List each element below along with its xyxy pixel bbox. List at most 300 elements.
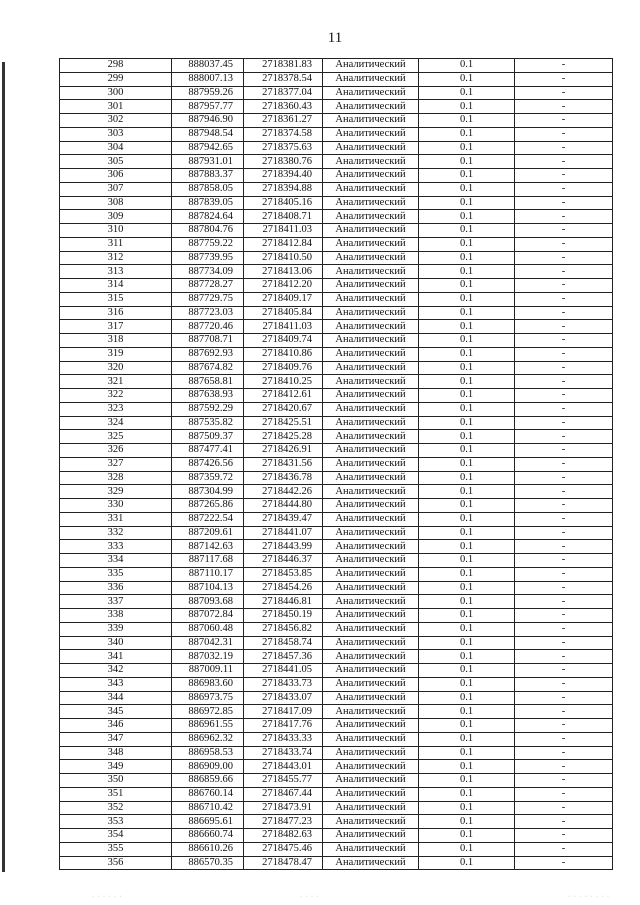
description-cell: -	[515, 650, 613, 664]
point-number-cell: 347	[60, 732, 172, 746]
x-coordinate-cell: 887723.03	[172, 306, 244, 320]
method-cell: Аналитический	[323, 279, 419, 293]
description-cell: -	[515, 471, 613, 485]
table-row	[60, 210, 613, 224]
method-cell: Аналитический	[323, 801, 419, 815]
method-cell: Аналитический	[323, 636, 419, 650]
point-number-cell: 344	[60, 691, 172, 705]
description-cell: -	[515, 292, 613, 306]
x-coordinate-cell: 887839.05	[172, 196, 244, 210]
point-number-cell: 299	[60, 72, 172, 86]
description-cell: -	[515, 169, 613, 183]
y-coordinate-cell: 2718377.04	[244, 86, 323, 100]
y-coordinate-cell: 2718410.50	[244, 251, 323, 265]
method-cell: Аналитический	[323, 829, 419, 843]
y-coordinate-cell: 2718475.46	[244, 842, 323, 856]
method-cell: Аналитический	[323, 251, 419, 265]
table-row	[60, 141, 613, 155]
y-coordinate-cell: 2718405.84	[244, 306, 323, 320]
method-cell: Аналитический	[323, 169, 419, 183]
x-coordinate-cell: 887209.61	[172, 526, 244, 540]
x-coordinate-cell: 887959.26	[172, 86, 244, 100]
method-cell: Аналитический	[323, 595, 419, 609]
table-row	[60, 787, 613, 801]
table-row	[60, 732, 613, 746]
table-row	[60, 86, 613, 100]
accuracy-cell: 0.1	[419, 457, 515, 471]
method-cell: Аналитический	[323, 499, 419, 513]
table-row	[60, 609, 613, 623]
x-coordinate-cell: 886973.75	[172, 691, 244, 705]
point-number-cell: 335	[60, 567, 172, 581]
x-coordinate-cell: 886983.60	[172, 677, 244, 691]
y-coordinate-cell: 2718378.54	[244, 72, 323, 86]
table-row	[60, 746, 613, 760]
point-number-cell: 317	[60, 320, 172, 334]
y-coordinate-cell: 2718410.86	[244, 347, 323, 361]
point-number-cell: 338	[60, 609, 172, 623]
coordinates-table-body	[60, 59, 613, 870]
y-coordinate-cell: 2718420.67	[244, 402, 323, 416]
y-coordinate-cell: 2718409.76	[244, 361, 323, 375]
accuracy-cell: 0.1	[419, 554, 515, 568]
accuracy-cell: 0.1	[419, 375, 515, 389]
method-cell: Аналитический	[323, 746, 419, 760]
description-cell: -	[515, 457, 613, 471]
method-cell: Аналитический	[323, 471, 419, 485]
description-cell: -	[515, 127, 613, 141]
point-number-cell: 332	[60, 526, 172, 540]
accuracy-cell: 0.1	[419, 801, 515, 815]
description-cell: -	[515, 210, 613, 224]
point-number-cell: 348	[60, 746, 172, 760]
table-row	[60, 567, 613, 581]
x-coordinate-cell: 887117.68	[172, 554, 244, 568]
table-row	[60, 127, 613, 141]
x-coordinate-cell: 887674.82	[172, 361, 244, 375]
y-coordinate-cell: 2718411.03	[244, 224, 323, 238]
accuracy-cell: 0.1	[419, 567, 515, 581]
accuracy-cell: 0.1	[419, 842, 515, 856]
description-cell: -	[515, 554, 613, 568]
method-cell: Аналитический	[323, 141, 419, 155]
x-coordinate-cell: 886909.00	[172, 760, 244, 774]
table-row	[60, 306, 613, 320]
y-coordinate-cell: 2718381.83	[244, 59, 323, 73]
description-cell: -	[515, 100, 613, 114]
accuracy-cell: 0.1	[419, 306, 515, 320]
description-cell: -	[515, 842, 613, 856]
method-cell: Аналитический	[323, 677, 419, 691]
point-number-cell: 316	[60, 306, 172, 320]
description-cell: -	[515, 581, 613, 595]
table-row	[60, 169, 613, 183]
method-cell: Аналитический	[323, 609, 419, 623]
table-row	[60, 691, 613, 705]
method-cell: Аналитический	[323, 402, 419, 416]
point-number-cell: 298	[60, 59, 172, 73]
method-cell: Аналитический	[323, 59, 419, 73]
accuracy-cell: 0.1	[419, 361, 515, 375]
x-coordinate-cell: 887708.71	[172, 334, 244, 348]
x-coordinate-cell: 887032.19	[172, 650, 244, 664]
method-cell: Аналитический	[323, 732, 419, 746]
accuracy-cell: 0.1	[419, 127, 515, 141]
point-number-cell: 346	[60, 719, 172, 733]
point-number-cell: 305	[60, 155, 172, 169]
method-cell: Аналитический	[323, 512, 419, 526]
y-coordinate-cell: 2718417.09	[244, 705, 323, 719]
description-cell: -	[515, 815, 613, 829]
table-row	[60, 389, 613, 403]
y-coordinate-cell: 2718441.07	[244, 526, 323, 540]
method-cell: Аналитический	[323, 182, 419, 196]
y-coordinate-cell: 2718431.56	[244, 457, 323, 471]
left-margin-line	[2, 62, 5, 872]
method-cell: Аналитический	[323, 306, 419, 320]
point-number-cell: 306	[60, 169, 172, 183]
x-coordinate-cell: 887304.99	[172, 485, 244, 499]
table-row	[60, 320, 613, 334]
point-number-cell: 353	[60, 815, 172, 829]
table-row	[60, 251, 613, 265]
method-cell: Аналитический	[323, 526, 419, 540]
table-row	[60, 265, 613, 279]
method-cell: Аналитический	[323, 196, 419, 210]
table-row	[60, 829, 613, 843]
accuracy-cell: 0.1	[419, 210, 515, 224]
description-cell: -	[515, 485, 613, 499]
point-number-cell: 318	[60, 334, 172, 348]
point-number-cell: 311	[60, 237, 172, 251]
y-coordinate-cell: 2718425.28	[244, 430, 323, 444]
x-coordinate-cell: 887759.22	[172, 237, 244, 251]
accuracy-cell: 0.1	[419, 59, 515, 73]
accuracy-cell: 0.1	[419, 526, 515, 540]
y-coordinate-cell: 2718361.27	[244, 114, 323, 128]
description-cell: -	[515, 251, 613, 265]
accuracy-cell: 0.1	[419, 595, 515, 609]
description-cell: -	[515, 801, 613, 815]
x-coordinate-cell: 887804.76	[172, 224, 244, 238]
accuracy-cell: 0.1	[419, 265, 515, 279]
point-number-cell: 336	[60, 581, 172, 595]
accuracy-cell: 0.1	[419, 72, 515, 86]
description-cell: -	[515, 609, 613, 623]
x-coordinate-cell: 888007.13	[172, 72, 244, 86]
accuracy-cell: 0.1	[419, 251, 515, 265]
table-row	[60, 292, 613, 306]
x-coordinate-cell: 887093.68	[172, 595, 244, 609]
accuracy-cell: 0.1	[419, 100, 515, 114]
description-cell: -	[515, 72, 613, 86]
coordinates-table	[59, 58, 613, 870]
accuracy-cell: 0.1	[419, 829, 515, 843]
table-row	[60, 719, 613, 733]
table-row	[60, 636, 613, 650]
x-coordinate-cell: 887072.84	[172, 609, 244, 623]
description-cell: -	[515, 182, 613, 196]
point-number-cell: 310	[60, 224, 172, 238]
point-number-cell: 300	[60, 86, 172, 100]
method-cell: Аналитический	[323, 581, 419, 595]
x-coordinate-cell: 886958.53	[172, 746, 244, 760]
table-row	[60, 526, 613, 540]
method-cell: Аналитический	[323, 774, 419, 788]
y-coordinate-cell: 2718374.58	[244, 127, 323, 141]
method-cell: Аналитический	[323, 430, 419, 444]
table-row	[60, 224, 613, 238]
description-cell: -	[515, 430, 613, 444]
table-row	[60, 182, 613, 196]
point-number-cell: 330	[60, 499, 172, 513]
point-number-cell: 345	[60, 705, 172, 719]
accuracy-cell: 0.1	[419, 499, 515, 513]
y-coordinate-cell: 2718446.37	[244, 554, 323, 568]
accuracy-cell: 0.1	[419, 471, 515, 485]
x-coordinate-cell: 886695.61	[172, 815, 244, 829]
point-number-cell: 302	[60, 114, 172, 128]
x-coordinate-cell: 887009.11	[172, 664, 244, 678]
description-cell: -	[515, 526, 613, 540]
description-cell: -	[515, 320, 613, 334]
point-number-cell: 320	[60, 361, 172, 375]
description-cell: -	[515, 746, 613, 760]
accuracy-cell: 0.1	[419, 540, 515, 554]
accuracy-cell: 0.1	[419, 114, 515, 128]
y-coordinate-cell: 2718455.77	[244, 774, 323, 788]
method-cell: Аналитический	[323, 114, 419, 128]
x-coordinate-cell: 887592.29	[172, 402, 244, 416]
x-coordinate-cell: 886859.66	[172, 774, 244, 788]
accuracy-cell: 0.1	[419, 664, 515, 678]
y-coordinate-cell: 2718454.26	[244, 581, 323, 595]
description-cell: -	[515, 86, 613, 100]
accuracy-cell: 0.1	[419, 141, 515, 155]
x-coordinate-cell: 887931.01	[172, 155, 244, 169]
x-coordinate-cell: 887222.54	[172, 512, 244, 526]
y-coordinate-cell: 2718444.80	[244, 499, 323, 513]
y-coordinate-cell: 2718473.91	[244, 801, 323, 815]
table-row	[60, 347, 613, 361]
method-cell: Аналитический	[323, 347, 419, 361]
y-coordinate-cell: 2718456.82	[244, 622, 323, 636]
y-coordinate-cell: 2718450.19	[244, 609, 323, 623]
accuracy-cell: 0.1	[419, 320, 515, 334]
point-number-cell: 341	[60, 650, 172, 664]
description-cell: -	[515, 705, 613, 719]
y-coordinate-cell: 2718477.23	[244, 815, 323, 829]
accuracy-cell: 0.1	[419, 512, 515, 526]
table-row	[60, 72, 613, 86]
y-coordinate-cell: 2718478.47	[244, 856, 323, 870]
point-number-cell: 349	[60, 760, 172, 774]
table-row	[60, 114, 613, 128]
accuracy-cell: 0.1	[419, 334, 515, 348]
method-cell: Аналитический	[323, 100, 419, 114]
x-coordinate-cell: 886710.42	[172, 801, 244, 815]
y-coordinate-cell: 2718426.91	[244, 444, 323, 458]
y-coordinate-cell: 2718453.85	[244, 567, 323, 581]
method-cell: Аналитический	[323, 842, 419, 856]
x-coordinate-cell: 886962.32	[172, 732, 244, 746]
description-cell: -	[515, 595, 613, 609]
x-coordinate-cell: 887942.65	[172, 141, 244, 155]
y-coordinate-cell: 2718441.05	[244, 664, 323, 678]
table-row	[60, 650, 613, 664]
description-cell: -	[515, 224, 613, 238]
x-coordinate-cell: 887728.27	[172, 279, 244, 293]
table-row	[60, 540, 613, 554]
point-number-cell: 304	[60, 141, 172, 155]
description-cell: -	[515, 402, 613, 416]
description-cell: -	[515, 774, 613, 788]
accuracy-cell: 0.1	[419, 691, 515, 705]
y-coordinate-cell: 2718446.81	[244, 595, 323, 609]
y-coordinate-cell: 2718457.36	[244, 650, 323, 664]
accuracy-cell: 0.1	[419, 416, 515, 430]
description-cell: -	[515, 279, 613, 293]
accuracy-cell: 0.1	[419, 169, 515, 183]
point-number-cell: 342	[60, 664, 172, 678]
accuracy-cell: 0.1	[419, 224, 515, 238]
x-coordinate-cell: 887535.82	[172, 416, 244, 430]
x-coordinate-cell: 887477.41	[172, 444, 244, 458]
method-cell: Аналитический	[323, 292, 419, 306]
accuracy-cell: 0.1	[419, 815, 515, 829]
method-cell: Аналитический	[323, 155, 419, 169]
y-coordinate-cell: 2718380.76	[244, 155, 323, 169]
method-cell: Аналитический	[323, 237, 419, 251]
y-coordinate-cell: 2718412.61	[244, 389, 323, 403]
point-number-cell: 322	[60, 389, 172, 403]
table-row	[60, 196, 613, 210]
accuracy-cell: 0.1	[419, 279, 515, 293]
y-coordinate-cell: 2718409.74	[244, 334, 323, 348]
description-cell: -	[515, 114, 613, 128]
x-coordinate-cell: 887729.75	[172, 292, 244, 306]
x-coordinate-cell: 887110.17	[172, 567, 244, 581]
table-row	[60, 581, 613, 595]
y-coordinate-cell: 2718433.33	[244, 732, 323, 746]
table-row	[60, 375, 613, 389]
method-cell: Аналитический	[323, 86, 419, 100]
table-row	[60, 155, 613, 169]
x-coordinate-cell: 886570.35	[172, 856, 244, 870]
accuracy-cell: 0.1	[419, 196, 515, 210]
x-coordinate-cell: 886961.55	[172, 719, 244, 733]
accuracy-cell: 0.1	[419, 856, 515, 870]
description-cell: -	[515, 787, 613, 801]
point-number-cell: 314	[60, 279, 172, 293]
accuracy-cell: 0.1	[419, 389, 515, 403]
x-coordinate-cell: 887104.13	[172, 581, 244, 595]
point-number-cell: 312	[60, 251, 172, 265]
table-row	[60, 499, 613, 513]
table-row	[60, 815, 613, 829]
method-cell: Аналитический	[323, 622, 419, 636]
x-coordinate-cell: 886972.85	[172, 705, 244, 719]
point-number-cell: 326	[60, 444, 172, 458]
y-coordinate-cell: 2718458.74	[244, 636, 323, 650]
accuracy-cell: 0.1	[419, 182, 515, 196]
point-number-cell: 352	[60, 801, 172, 815]
scan-artifact: · · · ·	[300, 894, 320, 900]
method-cell: Аналитический	[323, 334, 419, 348]
x-coordinate-cell: 887142.63	[172, 540, 244, 554]
y-coordinate-cell: 2718375.63	[244, 141, 323, 155]
y-coordinate-cell: 2718394.40	[244, 169, 323, 183]
method-cell: Аналитический	[323, 856, 419, 870]
x-coordinate-cell: 887946.90	[172, 114, 244, 128]
point-number-cell: 328	[60, 471, 172, 485]
accuracy-cell: 0.1	[419, 444, 515, 458]
description-cell: -	[515, 760, 613, 774]
description-cell: -	[515, 347, 613, 361]
accuracy-cell: 0.1	[419, 636, 515, 650]
y-coordinate-cell: 2718409.17	[244, 292, 323, 306]
point-number-cell: 307	[60, 182, 172, 196]
point-number-cell: 323	[60, 402, 172, 416]
x-coordinate-cell: 887883.37	[172, 169, 244, 183]
description-cell: -	[515, 155, 613, 169]
method-cell: Аналитический	[323, 760, 419, 774]
table-row	[60, 361, 613, 375]
point-number-cell: 354	[60, 829, 172, 843]
accuracy-cell: 0.1	[419, 732, 515, 746]
accuracy-cell: 0.1	[419, 787, 515, 801]
x-coordinate-cell: 888037.45	[172, 59, 244, 73]
method-cell: Аналитический	[323, 72, 419, 86]
description-cell: -	[515, 732, 613, 746]
x-coordinate-cell: 887638.93	[172, 389, 244, 403]
method-cell: Аналитический	[323, 705, 419, 719]
table-row	[60, 471, 613, 485]
y-coordinate-cell: 2718413.06	[244, 265, 323, 279]
method-cell: Аналитический	[323, 361, 419, 375]
point-number-cell: 321	[60, 375, 172, 389]
accuracy-cell: 0.1	[419, 430, 515, 444]
accuracy-cell: 0.1	[419, 677, 515, 691]
point-number-cell: 303	[60, 127, 172, 141]
x-coordinate-cell: 887509.37	[172, 430, 244, 444]
table-row	[60, 457, 613, 471]
accuracy-cell: 0.1	[419, 155, 515, 169]
description-cell: -	[515, 444, 613, 458]
table-row	[60, 444, 613, 458]
description-cell: -	[515, 829, 613, 843]
method-cell: Аналитический	[323, 127, 419, 141]
method-cell: Аналитический	[323, 815, 419, 829]
table-row	[60, 595, 613, 609]
x-coordinate-cell: 887734.09	[172, 265, 244, 279]
accuracy-cell: 0.1	[419, 705, 515, 719]
method-cell: Аналитический	[323, 554, 419, 568]
description-cell: -	[515, 567, 613, 581]
description-cell: -	[515, 677, 613, 691]
description-cell: -	[515, 540, 613, 554]
point-number-cell: 350	[60, 774, 172, 788]
table-row	[60, 430, 613, 444]
table-row	[60, 842, 613, 856]
x-coordinate-cell: 887720.46	[172, 320, 244, 334]
accuracy-cell: 0.1	[419, 86, 515, 100]
y-coordinate-cell: 2718439.47	[244, 512, 323, 526]
x-coordinate-cell: 887948.54	[172, 127, 244, 141]
table-row	[60, 100, 613, 114]
table-row	[60, 512, 613, 526]
table-row	[60, 279, 613, 293]
